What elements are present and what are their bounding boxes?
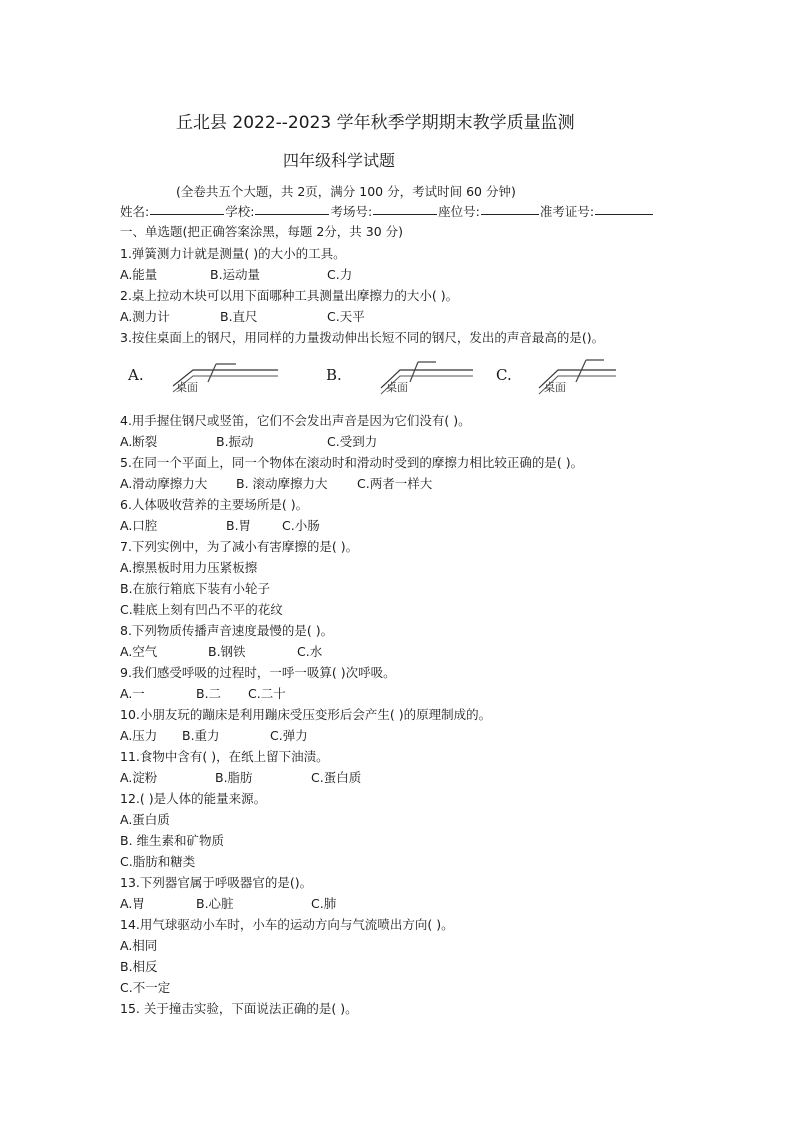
figure-label-c[interactable]: C. — [496, 366, 512, 384]
option-b[interactable]: B.心脏 — [196, 896, 234, 911]
student-info-row — [120, 202, 654, 220]
option-a[interactable]: A.测力计 — [120, 309, 170, 324]
option-c[interactable]: C.小肠 — [282, 518, 320, 533]
room-blank[interactable] — [373, 202, 437, 215]
option-a[interactable]: A.相同 — [120, 938, 158, 953]
option-a[interactable]: A.压力 — [120, 728, 158, 743]
info-label-ticket: 准考证号: — [539, 204, 595, 219]
option-c[interactable]: C.蛋白质 — [311, 770, 362, 785]
question-3-figures — [128, 356, 628, 396]
question-8: 8.下列物质传播声音速度最慢的是( )。 — [120, 623, 334, 638]
option-a[interactable]: A.擦黑板时用力压紧板擦 — [120, 560, 258, 575]
question-14: 14.用气球驱动小车时，小车的运动方向与气流喷出方向( )。 — [120, 917, 454, 932]
option-b[interactable]: B.钢铁 — [208, 644, 246, 659]
option-b[interactable]: B. 滚动摩擦力大 — [236, 476, 328, 491]
name-blank[interactable] — [150, 202, 224, 215]
desk-label: 桌面 — [176, 381, 198, 394]
option-b[interactable]: B.直尺 — [220, 309, 258, 324]
option-c[interactable]: C.鞋底上刻有凹凸不平的花纹 — [120, 602, 283, 617]
option-c[interactable]: C.弹力 — [270, 728, 308, 743]
option-a[interactable]: A.淀粉 — [120, 770, 158, 785]
option-b[interactable]: B.脂肪 — [215, 770, 253, 785]
ruler-figure-c — [536, 356, 621, 396]
school-blank[interactable] — [255, 202, 329, 215]
question-9: 9.我们感受呼吸的过程时，一呼一吸算( )次呼吸。 — [120, 665, 396, 680]
question-11: 11.食物中含有( )，在纸上留下油渍。 — [120, 749, 329, 764]
option-b[interactable]: B. 维生素和矿物质 — [120, 833, 225, 848]
info-label-seat: 座位号: — [438, 204, 480, 219]
figure-label-b[interactable]: B. — [326, 366, 342, 384]
option-c[interactable]: C.脂肪和糖类 — [120, 854, 196, 869]
option-a[interactable]: A.滑动摩擦力大 — [120, 476, 208, 491]
seat-blank[interactable] — [481, 202, 539, 215]
option-c[interactable]: C.水 — [297, 644, 323, 659]
option-a[interactable]: A.能量 — [120, 267, 158, 282]
question-2: 2.桌上拉动木块可以用下面哪种工具测量出摩擦力的大小( )。 — [120, 288, 459, 303]
option-c[interactable]: C.受到力 — [327, 434, 378, 449]
figure-label-a[interactable]: A. — [128, 366, 144, 384]
question-5: 5.在同一个平面上，同一个物体在滚动时和滑动时受到的摩擦力相比较正确的是( )。 — [120, 455, 584, 470]
question-1: 1.弹簧测力计就是测量( )的大小的工具。 — [120, 246, 346, 261]
option-c[interactable]: C.不一定 — [120, 980, 171, 995]
option-a[interactable]: A.断裂 — [120, 434, 158, 449]
desk-label: 桌面 — [544, 381, 566, 394]
option-b[interactable]: B.运动量 — [210, 267, 261, 282]
option-a[interactable]: A.空气 — [120, 644, 158, 659]
info-label-school: 学校: — [225, 204, 255, 219]
option-b[interactable]: B.振动 — [216, 434, 254, 449]
option-c[interactable]: C.两者一样大 — [357, 476, 433, 491]
option-b[interactable]: B.在旅行箱底下装有小轮子 — [120, 581, 271, 596]
question-7: 7.下列实例中，为了减小有害摩擦的是( )。 — [120, 539, 359, 554]
question-13: 13.下列器官属于呼吸器官的是()。 — [120, 875, 313, 890]
option-b[interactable]: B.二 — [196, 686, 222, 701]
question-4: 4.用手握住钢尺或竖笛，它们不会发出声音是因为它们没有( )。 — [120, 413, 471, 428]
exam-subtitle: 四年级科学试题 — [283, 151, 396, 170]
option-b[interactable]: B.相反 — [120, 959, 158, 974]
ruler-figure-a — [168, 356, 283, 396]
section-heading: 一、单选题(把正确答案涂黑，每题 2分，共 30 分) — [120, 224, 404, 239]
option-a[interactable]: A.胃 — [120, 896, 145, 911]
info-label-room: 考场号: — [330, 204, 373, 219]
question-15: 15. 关于撞击实验，下面说法正确的是( )。 — [120, 1001, 358, 1016]
option-a[interactable]: A.蛋白质 — [120, 812, 170, 827]
exam-note: (全卷共五个大题，共 2页，满分 100 分，考试时间 60 分钟) — [176, 184, 516, 199]
question-10: 10.小朋友玩的蹦床是利用蹦床受压变形后会产生( )的原理制成的。 — [120, 707, 492, 722]
question-12: 12.( )是人体的能量来源。 — [120, 791, 267, 806]
option-b[interactable]: B.胃 — [226, 518, 252, 533]
question-6: 6.人体吸收营养的主要场所是( )。 — [120, 497, 309, 512]
info-label-name: 姓名: — [120, 204, 150, 219]
option-b[interactable]: B.重力 — [182, 728, 220, 743]
option-c[interactable]: C.天平 — [327, 309, 365, 324]
ruler-figure-b — [378, 356, 478, 396]
desk-label: 桌面 — [386, 381, 408, 394]
option-c[interactable]: C.二十 — [248, 686, 286, 701]
question-3: 3.按住桌面上的钢尺，用同样的力量拨动伸出长短不同的钢尺，发出的声音最高的是()。 — [120, 330, 605, 345]
ticket-blank[interactable] — [595, 202, 653, 215]
option-a[interactable]: A.一 — [120, 686, 145, 701]
exam-title: 丘北县 2022--2023 学年秋季学期期末教学质量监测 — [176, 113, 575, 133]
option-c[interactable]: C.力 — [327, 267, 353, 282]
option-c[interactable]: C.肺 — [311, 896, 337, 911]
option-a[interactable]: A.口腔 — [120, 518, 158, 533]
